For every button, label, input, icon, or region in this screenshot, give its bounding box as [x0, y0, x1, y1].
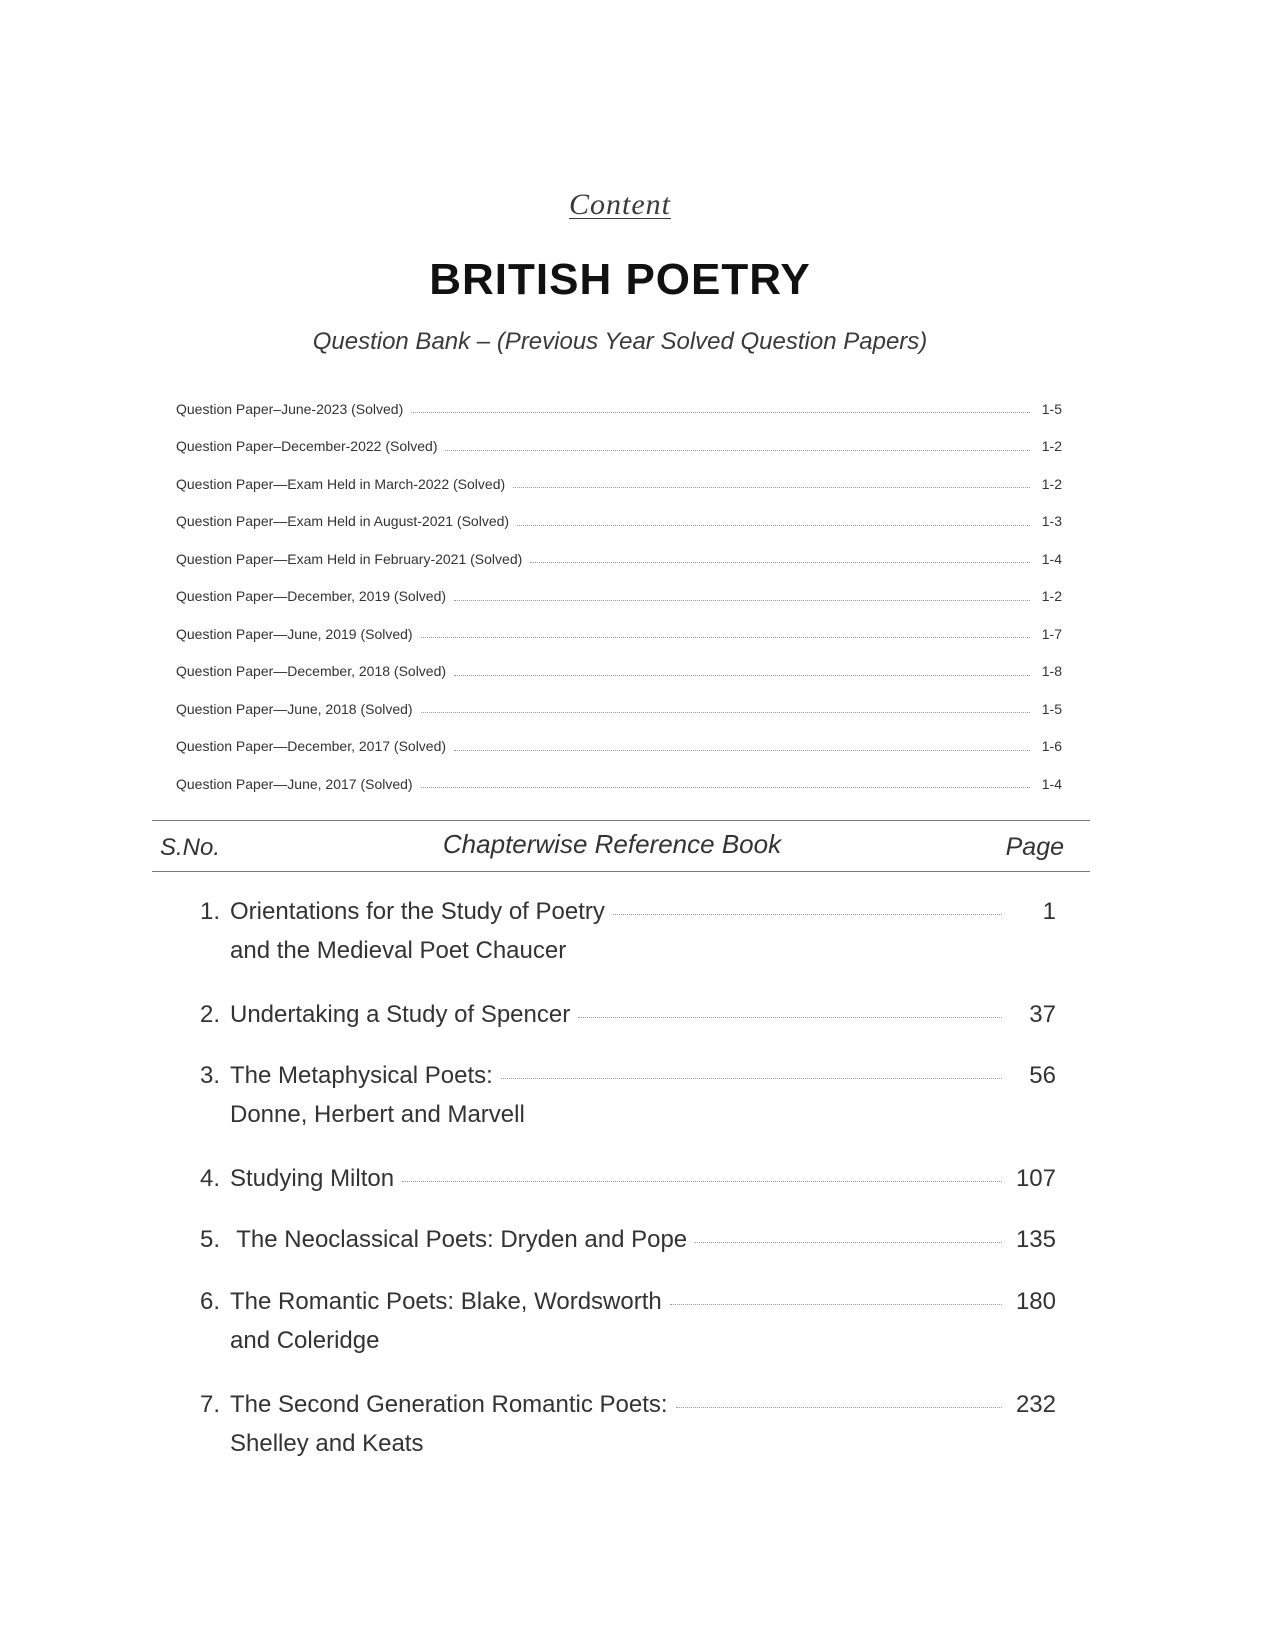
chapter-item: [190, 1159, 1056, 1220]
question-paper-pages: 1-2: [1041, 438, 1062, 455]
question-paper-pages: 1-6: [1041, 738, 1062, 755]
dot-leader: [676, 1407, 1002, 1408]
question-paper-pages: 1-3: [1041, 513, 1062, 530]
chapter-title-continued: and Coleridge: [230, 1327, 380, 1354]
chapter-title: Orientations for the Study of Poetry: [230, 898, 605, 925]
list-item: [176, 728, 1062, 766]
question-paper-label: Question Paper—December, 2019 (Solved): [176, 588, 447, 605]
question-paper-pages: 1-4: [1041, 550, 1062, 567]
dot-leader: [454, 675, 1030, 676]
question-paper-label: Question Paper—Exam Held in February-2021 (Solved): [176, 550, 523, 567]
list-item: [176, 578, 1062, 616]
chapter-page: 37: [1029, 1001, 1056, 1028]
table-header-top-rule: [152, 820, 1090, 821]
question-paper-pages: 1-5: [1041, 700, 1062, 717]
table-header: [152, 826, 1090, 868]
question-paper-pages: 1-8: [1041, 663, 1062, 680]
question-paper-list: [176, 390, 1062, 803]
chapter-number: 2.: [199, 1001, 220, 1028]
chapter-number: 7.: [199, 1391, 220, 1418]
table-header-bottom-rule: [152, 871, 1090, 872]
dot-leader: [402, 1181, 1002, 1182]
chapter-title: The Neoclassical Poets: Dryden and Pope: [230, 1226, 688, 1253]
list-item: [176, 765, 1062, 803]
chapter-page: 232: [1015, 1391, 1056, 1418]
list-item: [176, 465, 1062, 503]
chapter-number: 4.: [199, 1165, 220, 1192]
chapter-item: [190, 1220, 1056, 1282]
chapter-page: 107: [1015, 1165, 1056, 1192]
dot-leader: [421, 712, 1030, 713]
chapter-item: [190, 1282, 1056, 1385]
list-item: [176, 390, 1062, 428]
list-item: [176, 653, 1062, 691]
chapter-title-continued: Shelley and Keats: [230, 1430, 424, 1457]
chapter-title: The Second Generation Romantic Poets:: [230, 1391, 668, 1418]
question-paper-label: Question Paper—June, 2018 (Solved): [176, 700, 413, 717]
question-paper-label: Question Paper—Exam Held in March-2022 (Solved): [176, 475, 506, 492]
chapter-item: [190, 1056, 1056, 1159]
question-paper-pages: 1-4: [1041, 775, 1062, 792]
dot-leader: [454, 600, 1030, 601]
chapter-page: 56: [1029, 1062, 1056, 1089]
dot-leader: [670, 1304, 1002, 1305]
list-item: [176, 690, 1062, 728]
chapter-page: 1: [1042, 898, 1056, 925]
dot-leader: [613, 914, 1002, 915]
chapter-number: 6.: [199, 1288, 220, 1315]
chapter-number: 5.: [199, 1226, 220, 1253]
dot-leader: [421, 637, 1030, 638]
question-paper-pages: 1-2: [1041, 588, 1062, 605]
question-paper-label: Question Paper—Exam Held in August-2021 (Solved): [176, 513, 510, 530]
list-item: [176, 428, 1062, 466]
question-paper-label: Question Paper—June, 2017 (Solved): [176, 775, 413, 792]
column-header-sno: S.No.: [160, 834, 221, 861]
list-item: [176, 540, 1062, 578]
column-header-title: Chapterwise Reference Book: [442, 829, 782, 859]
chapter-item: [190, 995, 1056, 1056]
question-paper-label: Question Paper–June-2023 (Solved): [176, 400, 404, 417]
dot-leader: [445, 450, 1030, 451]
dot-leader: [517, 525, 1030, 526]
question-paper-pages: 1-5: [1041, 400, 1062, 417]
dot-leader: [421, 787, 1030, 788]
dot-leader: [513, 487, 1030, 488]
chapter-item: [190, 1385, 1056, 1488]
dot-leader: [411, 412, 1030, 413]
page-subtitle: Question Bank – (Previous Year Solved Question Papers): [312, 328, 928, 355]
chapter-title-continued: and the Medieval Poet Chaucer: [230, 937, 567, 964]
question-paper-label: Question Paper—December, 2017 (Solved): [176, 738, 447, 755]
chapter-number: 1.: [199, 898, 220, 925]
chapter-number: 3.: [199, 1062, 220, 1089]
chapter-list: [190, 892, 1056, 1488]
column-header-page: Page: [1005, 833, 1064, 861]
question-paper-label: Question Paper—December, 2018 (Solved): [176, 663, 447, 680]
chapter-item: [190, 892, 1056, 995]
question-paper-label: Question Paper–December-2022 (Solved): [176, 438, 438, 455]
list-item: [176, 503, 1062, 541]
content-label-text: Content: [569, 188, 671, 221]
dot-leader: [501, 1078, 1002, 1079]
chapter-title: Studying Milton: [230, 1165, 395, 1192]
dot-leader: [578, 1017, 1002, 1018]
dot-leader: [695, 1242, 1002, 1243]
content-label: [0, 188, 1240, 222]
chapter-title: The Metaphysical Poets:: [230, 1062, 493, 1089]
chapter-page: 135: [1015, 1226, 1056, 1253]
dot-leader: [530, 562, 1030, 563]
chapter-title-continued: Donne, Herbert and Marvell: [230, 1101, 525, 1128]
page-title: BRITISH POETRY: [429, 255, 811, 304]
chapter-title: The Romantic Poets: Blake, Wordsworth: [230, 1288, 662, 1315]
question-paper-label: Question Paper—June, 2019 (Solved): [176, 625, 413, 642]
question-paper-pages: 1-2: [1041, 475, 1062, 492]
dot-leader: [454, 750, 1030, 751]
chapter-page: 180: [1015, 1288, 1056, 1315]
chapter-title: Undertaking a Study of Spencer: [230, 1001, 571, 1028]
question-paper-pages: 1-7: [1041, 625, 1062, 642]
list-item: [176, 615, 1062, 653]
